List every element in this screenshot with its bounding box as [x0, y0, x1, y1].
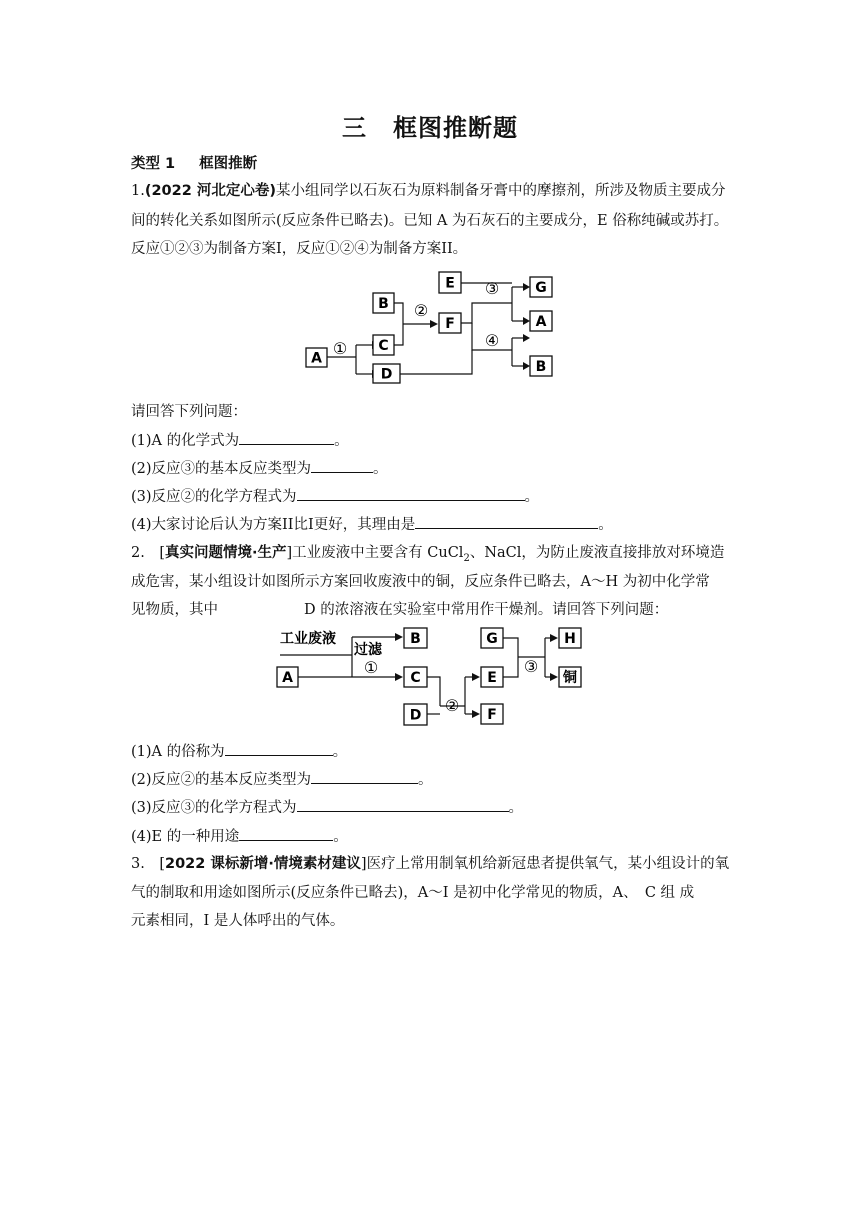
q3-line-1: 3. [2022 课标新增·情境素材建议]医疗上常用制氧机给新冠患者提供氧气，某小组设计的氧	[131, 856, 730, 872]
q2-flow-diagram	[270, 624, 590, 728]
q1-line-3: 反应①②③为制备方案I，反应①②④为制备方案II。	[131, 241, 468, 257]
svg-text:B: B	[535, 359, 547, 375]
svg-text:C: C	[410, 670, 421, 686]
q2-box-h	[559, 628, 581, 648]
q2-box-e	[481, 667, 503, 687]
q2-reaction-2: ②	[444, 696, 460, 715]
q1-box-f	[439, 313, 461, 333]
svg-text:G: G	[486, 631, 498, 647]
q2-box-b	[404, 628, 427, 648]
svg-text:G: G	[535, 280, 547, 296]
q1-box-e	[439, 272, 461, 293]
svg-text:F: F	[487, 707, 497, 723]
q2-source-label: 工业废液	[280, 631, 336, 647]
q1-box-c	[373, 335, 394, 355]
q1-box-a	[306, 348, 327, 367]
q1-item-2: (2)反应③的基本反应类型为 。	[131, 458, 388, 479]
page-title: 三 框图推断题	[342, 114, 518, 142]
q2-item-2: (2)反应②的基本反应类型为 。	[131, 769, 433, 790]
q3-line-2: 气的制取和用途如图所示(反应条件已略去)，A～I 是初中化学常见的物质，A、 C 组 成	[131, 885, 695, 901]
q2-box-d	[404, 704, 427, 725]
q2-box-f	[481, 704, 503, 724]
q1-reaction-4: ④	[484, 331, 500, 350]
svg-text:D: D	[409, 707, 422, 724]
svg-text:F: F	[445, 316, 455, 332]
q2-item-1: (1)A 的俗称为 。	[131, 741, 347, 762]
q1-box-b2	[530, 356, 552, 376]
q2-box-a	[277, 667, 298, 687]
q2-box-c	[404, 667, 427, 687]
q1-box-b	[373, 293, 394, 313]
q2-box-copper	[559, 667, 581, 687]
q3-line-3: 元素相同，I 是人体呼出的气体。	[131, 913, 345, 929]
q1-item-3: (3)反应②的化学方程式为 。	[131, 486, 539, 507]
q1-item-4: (4)大家讨论后认为方案II比I更好，其理由是 。	[131, 514, 613, 535]
q2-filter-label: 过滤	[354, 642, 382, 658]
q1-flow-diagram	[300, 266, 560, 384]
svg-text:A: A	[535, 314, 547, 330]
q2-item-4: (4)E 的一种用途 。	[131, 826, 348, 847]
q1-box-g	[530, 277, 552, 297]
q1-item-1: (1)A 的化学式为 。	[131, 430, 349, 451]
q1-prompt: 请回答下列问题：	[131, 404, 247, 420]
svg-text:铜: 铜	[563, 670, 577, 686]
q2-line-1: 2. [真实问题情境·生产]工业废液中主要含有 CuCl$_2$、NaCl，为防止废液直接排放对环境造	[131, 545, 725, 564]
q2-box-g	[481, 628, 503, 648]
svg-text:A: A	[282, 670, 293, 686]
q2-reaction-3: ③	[523, 657, 539, 676]
q2-line-3: 见物质，其中 D 的浓溶液在实验室中常用作干燥剂。请回答下列问题：	[131, 602, 669, 618]
q1-reaction-1: ①	[332, 339, 348, 358]
q2-line-2: 成危害，某小组设计如图所示方案回收废液中的铜，反应条件已略去，A～H 为初中化学常	[131, 574, 710, 590]
svg-text:C: C	[378, 338, 389, 354]
q1-reaction-3: ③	[484, 279, 500, 298]
svg-text:D: D	[380, 366, 393, 383]
q2-item-3: (3)反应③的化学方程式为 。	[131, 797, 523, 818]
q1-box-d	[373, 364, 400, 383]
q1-line-1: 1.(2022 河北定心卷)某小组同学以石灰石为原料制备牙膏中的摩擦剂，所涉及物质主要成分	[131, 183, 726, 199]
svg-text:B: B	[410, 631, 421, 647]
q1-reaction-2: ②	[413, 301, 429, 320]
q1-line-2: 间的转化关系如图所示(反应条件已略去)。已知 A 为石灰石的主要成分，E 俗称纯碱或苏打。	[131, 213, 729, 229]
q2-reaction-1: ①	[363, 658, 379, 677]
svg-text:A: A	[311, 350, 322, 367]
section-heading: 类型 1 框图推断	[131, 156, 258, 172]
svg-text:E: E	[445, 275, 455, 292]
svg-text:E: E	[487, 670, 497, 686]
svg-text:B: B	[378, 296, 389, 312]
svg-text:H: H	[564, 631, 576, 647]
q1-box-a2	[530, 311, 552, 331]
